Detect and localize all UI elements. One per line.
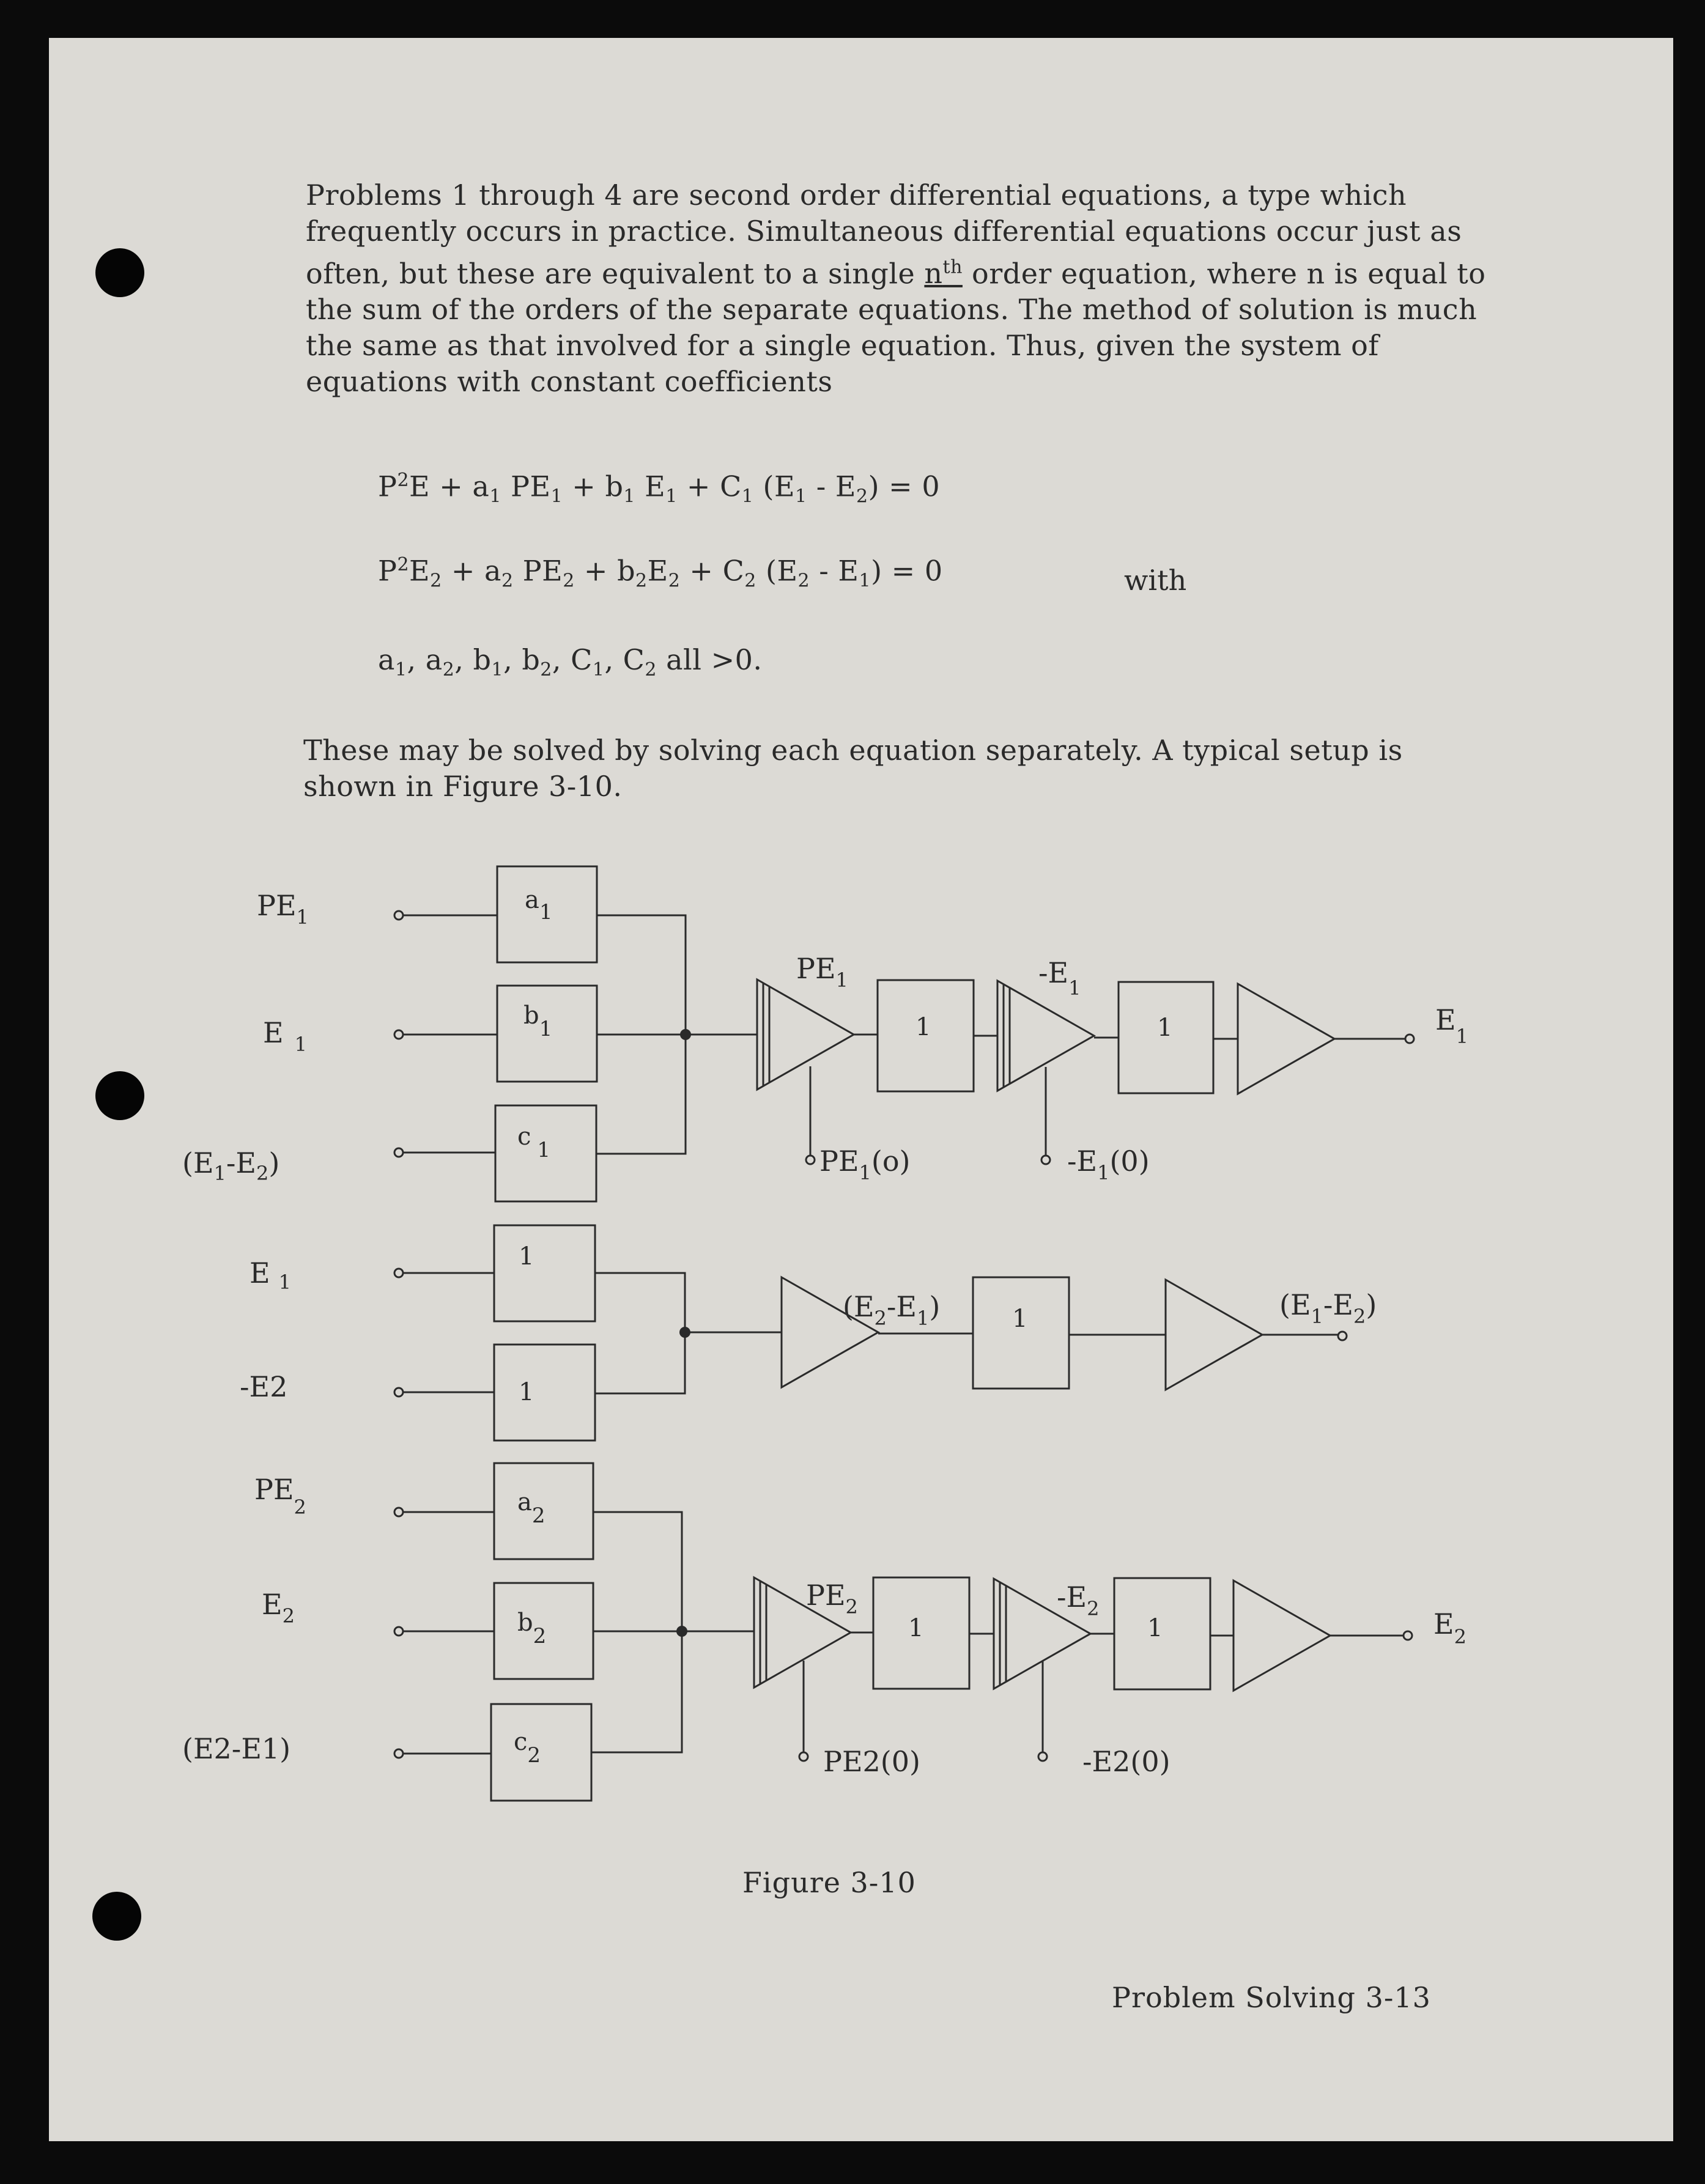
coefficient-a1: $a_1$: [525, 886, 553, 924]
integrator-2-initial-condition: -E2(0): [1082, 1745, 1171, 1778]
diagram-group-1: [182, 866, 1468, 1201]
input-label-e1: E $_1$: [250, 1256, 291, 1294]
input-terminal: [394, 1749, 403, 1758]
initial-condition-terminal: [1038, 1752, 1047, 1761]
summer-output-label: $(E_2-E_1)$: [843, 1290, 941, 1330]
integrator-1-initial-condition: PE2(0): [823, 1745, 920, 1778]
integrator-2-output-label: $-E_1$: [1038, 956, 1081, 1000]
equation-with-label: with: [1124, 564, 1187, 597]
integrator-2-output-label: $-E_2$: [1057, 1581, 1100, 1620]
input-terminal: [394, 1508, 403, 1516]
coefficient-box: [494, 1345, 595, 1441]
input-label-minus-e2: -E2: [240, 1370, 288, 1403]
gain-value: 1: [1012, 1305, 1028, 1333]
diagram-group-2: [240, 1225, 1377, 1441]
intro-paragraph: Problems 1 through 4 are second order differential equations, a type which frequently occurs in practice. Simultaneous differential equations occur just as often, but these are equivalent to a single $n^{th}$ order equation, where n is equal to the sum of the orders of the separate equations. The method of solution is much the same as that involved for a single equation. Thus, given the system of equations with constant coefficients: [306, 179, 1486, 399]
diagram-group-3: [182, 1463, 1466, 1801]
input-label-pe1: $PE_1$: [257, 889, 309, 929]
equation-3-conditions: $a_1$, $a_2$, $b_1$, $b_2$, $C_1$, $C_2$ all >0.: [378, 643, 763, 681]
page-footer: Problem Solving 3-13: [1112, 1981, 1431, 2014]
integrator-1-output-label: $PE_2$: [806, 1579, 858, 1618]
output-terminal: [1405, 1035, 1414, 1043]
coefficient-box-c2: [491, 1704, 591, 1801]
gain-value: 1: [915, 1013, 931, 1041]
input-label-e1-minus-e2: $(E_1-E_2)$: [182, 1146, 280, 1185]
input-terminal: [394, 1030, 403, 1039]
initial-condition-terminal: [799, 1752, 808, 1761]
input-terminal: [394, 1388, 403, 1396]
setup-paragraph: These may be solved by solving each equation separately. A typical setup is shown in Figure 3-10.: [303, 734, 1403, 803]
coefficient-c1: c $_1$: [517, 1123, 551, 1162]
gain-value: 1: [908, 1614, 924, 1642]
input-label-e2: $E_2$: [262, 1588, 295, 1628]
input-label-pe2: $PE_2$: [254, 1473, 306, 1519]
input-label-e1: E $_1$: [263, 1016, 307, 1056]
figure-caption: Figure 3-10: [742, 1866, 916, 1899]
gain-value: 1: [1157, 1014, 1173, 1042]
input-terminal: [394, 911, 403, 920]
equation-2: $P^2E_2 + a_2$ $PE_2 + b_2E_2 + C_2$ $(E_2 - E_1) = 0$: [378, 554, 943, 592]
input-terminal: [394, 1148, 403, 1157]
inverter: [1233, 1581, 1330, 1691]
inverter: [1238, 984, 1334, 1094]
summing-junction: [676, 1626, 687, 1637]
coefficient-box: [494, 1225, 595, 1321]
input-terminal: [394, 1269, 403, 1277]
summing-junction: [679, 1327, 690, 1338]
integrator-2-initial-condition: $-E_1(0)$: [1067, 1145, 1150, 1184]
output-label-e2: $E_2$: [1433, 1607, 1466, 1648]
inverter: [1166, 1280, 1262, 1390]
coefficient-a2: $a_2$: [517, 1488, 546, 1528]
output-terminal: [1338, 1332, 1347, 1340]
coefficient-value: 1: [519, 1242, 534, 1271]
input-label-e2-minus-e1: (E2-E1): [182, 1732, 291, 1765]
input-terminal: [394, 1627, 403, 1636]
initial-condition-terminal: [1041, 1156, 1050, 1164]
coefficient-b1: $b_1$: [523, 1002, 553, 1041]
coefficient-c2: $c_2$: [514, 1728, 541, 1768]
integrator-1: [757, 979, 854, 1090]
gain-value: 1: [1147, 1614, 1163, 1642]
equation-1: $P^2E + a_1$ $PE_1 + b_1$ $E_1 + C_1$ $(E_1 - E_2) = 0$: [378, 470, 941, 507]
output-label-e1: $E_1$: [1435, 1003, 1468, 1048]
coefficient-value: 1: [519, 1378, 534, 1406]
initial-condition-terminal: [806, 1156, 815, 1164]
integrator-1-initial-condition: $PE_1(o)$: [819, 1145, 911, 1184]
coefficient-b2: $b_2$: [517, 1609, 547, 1648]
output-label-e1-minus-e2: $(E_1-E_2)$: [1279, 1288, 1377, 1328]
summing-junction: [680, 1029, 691, 1040]
output-terminal: [1404, 1631, 1412, 1640]
integrator-1-output-label: $PE_1$: [796, 952, 848, 992]
gain-box: [973, 1277, 1069, 1389]
